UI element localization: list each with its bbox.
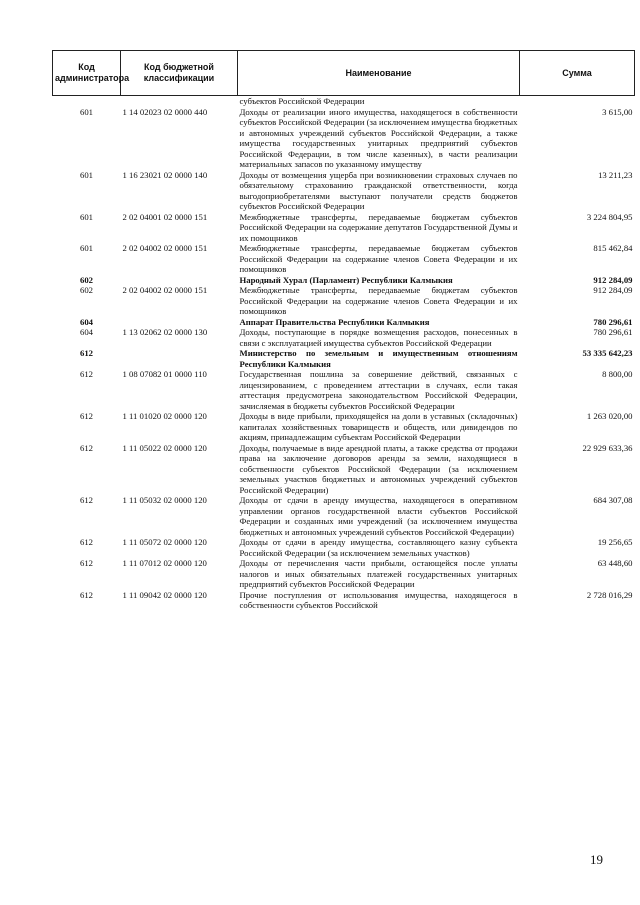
table-row [53,537,635,558]
budget-code-cell: 1 11 09042 02 0000 120 [122,589,207,600]
table-row [53,96,635,107]
name-cell: Прочие поступления от использования имущества, находящегося в собственности субъектов Российской [239,589,518,610]
admin-code-cell: 612 [79,348,94,358]
admin-code-cell: 601 [79,243,94,253]
admin-code-cell: 612 [79,442,94,453]
sum-cell: 8 800,00 [602,369,633,379]
admin-code-cell: 612 [79,495,94,505]
header-name: Наименование [238,51,520,96]
budget-code-cell: 1 11 05032 02 0000 120 [122,495,207,505]
name-cell: Доходы, поступающие в порядке возмещения расходов, понесенных в связи с эксплуатацией имущества субъектов Российской Федерации [239,327,518,348]
admin-code-cell: 604 [79,316,94,327]
table-row [53,558,635,590]
admin-code-cell: 604 [79,327,94,337]
budget-code-cell: 2 02 04002 02 0000 151 [122,243,208,253]
admin-code-cell: 612 [79,589,94,600]
sum-cell: 684 307,08 [593,495,633,505]
name-cell: Доходы от возмещения ущерба при возникновении страховых случаев по обязательному страхованию гражданской ответственности, когда выгодоприобретателями выступают получатели средств бюджетов субъектов Российской Федерации [239,169,518,211]
name-cell: Государственная пошлина за совершение действий, связанных с лицензированием, с проведением аттестации в случаях, если такая аттестация предусмотрена законодательством Российской Федерации, зачисляемая в бюджеты субъектов Российской Федерации [239,369,518,411]
table-row [53,212,635,244]
budget-code-cell: 1 11 01020 02 0000 120 [122,411,207,421]
header-admin-code: Код администратора [53,51,121,96]
table-row [53,317,635,328]
sum-cell: 780 296,61 [593,327,633,337]
name-cell: Доходы в виде прибыли, приходящейся на доли в уставных (складочных) капиталах хозяйственных товариществ и обществ, или дивидендов по акциям, принадлежащим субъектам Российской Федерации [239,411,518,442]
admin-code-cell: 612 [79,537,94,547]
admin-code-cell: 612 [79,369,94,379]
name-cell: Доходы от перечисления части прибыли, остающейся после уплаты налогов и иных обязательных платежей государственных унитарных предприятий субъектов Российской Федерации [239,558,518,589]
name-cell: Доходы, получаемые в виде арендной платы, а также средства от продажи права на заключение договоров аренды за земли, находящиеся в собственности субъектов Российской Федерации (за исключением земельных участков бюджетных и автономных учреждений субъектов Российской Федерации) [239,442,518,495]
name-cell: Доходы от сдачи в аренду имущества, находящегося в оперативном управлении органов государственной власти субъектов Российской Федерации и созданных ими учреждений (за исключением имущества бюджетных и автономных учреждений субъектов Российской Федерации) [239,495,518,537]
table-row [53,327,635,348]
budget-code-cell: 1 16 23021 02 0000 140 [122,169,208,180]
table-row [53,369,635,411]
budget-code-cell: 2 02 04001 02 0000 151 [122,211,208,222]
sum-cell: 63 448,60 [597,558,633,568]
sum-cell: 3 615,00 [602,106,633,117]
table-row [53,590,635,611]
budget-code-cell: 1 11 07012 02 0000 120 [122,558,207,568]
table-row [53,495,635,537]
admin-code-cell: 601 [79,106,94,117]
table-row [53,443,635,496]
sum-cell: 22 929 633,36 [582,442,633,453]
budget-code-cell [121,275,238,286]
admin-code-cell: 612 [79,558,94,568]
name-cell: Межбюджетные трансферты, передаваемые бюджетам субъектов Российской Федерации на содержание депутатов Государственной Думы и их помощников [239,211,518,243]
table-body [53,96,635,611]
table-row [53,243,635,275]
name-cell: субъектов Российской Федерации [239,96,365,106]
name-cell: Доходы от сдачи в аренду имущества, составляющего казну субъекта Российской Федерации (за исключением земельных участков) [239,537,518,558]
budget-revenue-table [52,50,635,611]
budget-code-cell [121,96,238,107]
budget-code-cell: 1 14 02023 02 0000 440 [122,106,208,117]
budget-code-cell: 1 13 02062 02 0000 130 [122,327,208,337]
sum-cell: 2 728 016,29 [586,589,633,600]
sum-cell: 815 462,84 [593,243,633,253]
admin-code-cell [53,96,121,107]
budget-code-cell: 1 08 07082 01 0000 110 [122,369,207,379]
sum-cell: 1 263 020,00 [586,411,633,421]
admin-code-cell: 601 [79,211,94,222]
admin-code-cell: 612 [79,411,94,421]
name-cell: Межбюджетные трансферты, передаваемые бюджетам субъектов Российской Федерации на содержание членов Совета Федерации и их помощников [239,285,518,316]
sum-cell: 53 335 642,23 [582,348,633,358]
name-cell: Министерство по земельным и имущественным отношениям Республики Калмыкия [239,348,518,369]
name-cell: Межбюджетные трансферты, передаваемые бюджетам субъектов Российской Федерации на содержание членов Совета Федерации и их помощников [239,243,518,274]
sum-cell: 13 211,23 [598,169,633,180]
name-cell: Народный Хурал (Парламент) Республики Калмыкия [239,274,453,285]
budget-code-cell: 1 11 05072 02 0000 120 [122,537,207,547]
sum-cell: 19 256,65 [597,537,633,547]
header-budget-code: Код бюджетной классификации [121,51,238,96]
sum-cell [520,96,635,107]
budget-code-cell [121,317,238,328]
table-row [53,170,635,212]
table-row [53,275,635,286]
sum-cell: 912 284,09 [593,285,633,295]
table-row [53,107,635,170]
admin-code-cell: 602 [79,274,94,285]
budget-code-cell [121,348,238,369]
budget-code-cell: 2 02 04002 02 0000 151 [122,285,208,295]
table-row [53,348,635,369]
sum-cell: 780 296,61 [593,316,633,327]
table-header-row [53,51,635,96]
budget-code-cell: 1 11 05022 02 0000 120 [122,442,207,453]
admin-code-cell: 601 [79,169,94,180]
sum-cell: 912 284,09 [593,274,633,285]
name-cell: Аппарат Правительства Республики Калмыкия [239,316,430,327]
table-row [53,285,635,317]
header-sum: Сумма [520,51,635,96]
name-cell: Доходы от реализации иного имущества, находящегося в собственности субъектов Российской Федерации (за исключением имущества бюджетных и автономных учреждений субъектов Российской Федерации, а также имущества государственных унитарных предприятий субъектов Российской Федерации, в том числе казенных), в части реализации материальных запасов по указанному имуществу [239,106,518,169]
table-row [53,411,635,443]
page-number: 19 [590,852,603,867]
admin-code-cell: 602 [79,285,94,295]
sum-cell: 3 224 804,95 [586,211,633,222]
